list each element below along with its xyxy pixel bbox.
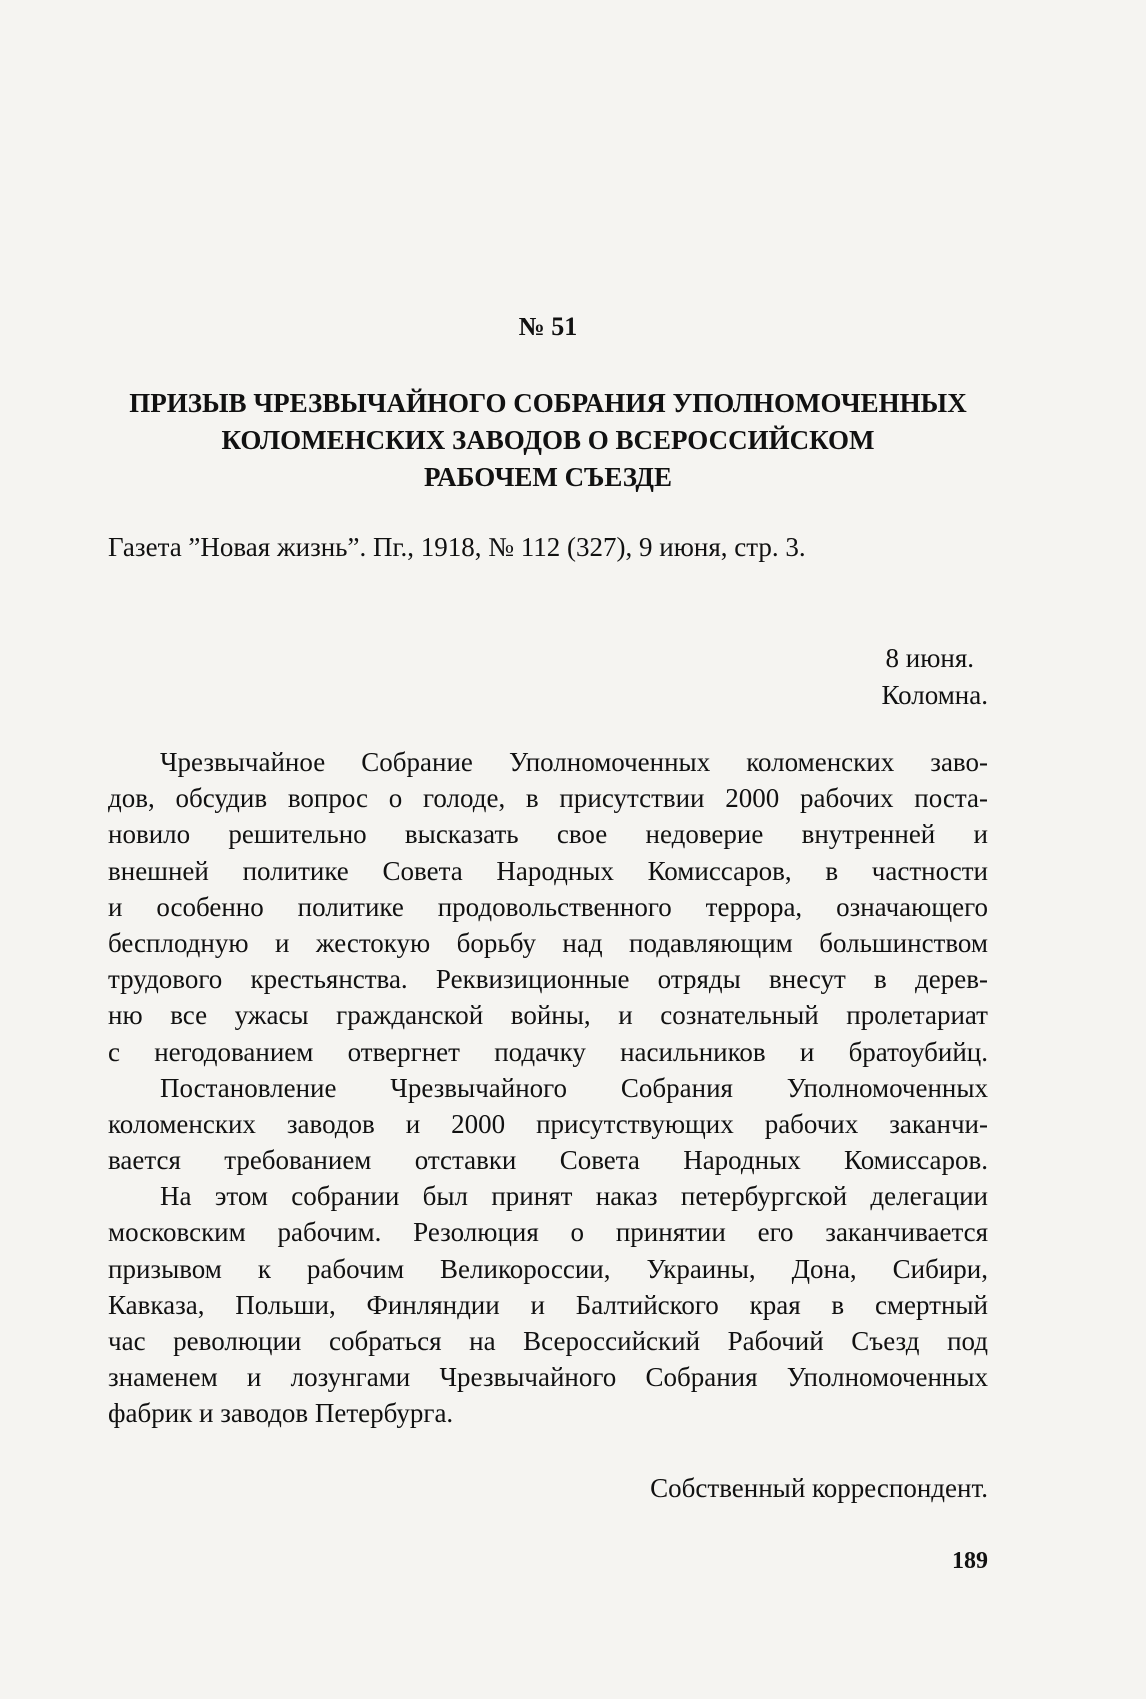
document-number: № 51	[518, 312, 578, 341]
body-line: с негодованием отвергнет подачку насильников и братоубийц.	[108, 1036, 988, 1067]
body-line: трудового крестьянства. Реквизиционные отряды внесут в дерев-	[108, 964, 988, 995]
body-line: внешней политике Совета Народных Комиссаров, в частности	[108, 855, 988, 886]
body-line: новило решительно высказать свое недоверие внутренней и	[108, 819, 988, 850]
body-line: час революции собраться на Всероссийский Рабочий Съезд под	[108, 1326, 988, 1356]
signature: Собственный корреспондент.	[650, 1473, 988, 1503]
body-line: московским рабочим. Резолюция о принятии его заканчивается	[108, 1217, 988, 1248]
body-line: бесплодную и жестокую борьбу над подавляющим большинством	[108, 927, 988, 958]
body-line: коломенских заводов и 2000 присутствующих рабочих заканчи-	[108, 1108, 988, 1139]
title-line-2: КОЛОМЕНСКИХ ЗАВОДОВ О ВСЕРОССИЙСКОМ	[221, 425, 875, 455]
document-page	[108, 0, 988, 1699]
title-line-1: ПРИЗЫВ ЧРЕЗВЫЧАЙНОГО СОБРАНИЯ УПОЛНОМОЧЕННЫХ	[129, 388, 967, 418]
body-line: Постановление Чрезвычайного Собрания Уполномоченных	[160, 1072, 988, 1103]
document-title	[108, 385, 988, 496]
body-line: вается требованием отставки Совета Народных Комиссаров.	[108, 1145, 988, 1176]
body-line: фабрик и заводов Петербурга.	[108, 1398, 454, 1429]
body-line: На этом собрании был принят наказ петербургской делегации	[160, 1181, 988, 1212]
body-line: и особенно политике продовольственного террора, означающего	[108, 891, 988, 922]
body-line: Кавказа, Польши, Финляндии и Балтийского края в смертный	[108, 1289, 988, 1320]
body-line: призывом к рабочим Великороссии, Украины, Дона, Сибири,	[108, 1253, 988, 1284]
body-line: Чрезвычайное Собрание Уполномоченных коломенских заво-	[160, 747, 988, 777]
source-citation: Газета ”Новая жизнь”. Пг., 1918, № 112 (327), 9 июня, стр. 3.	[108, 532, 806, 562]
title-line-3: РАБОЧЕМ СЪЕЗДЕ	[424, 462, 672, 492]
dateline-date: 8 июня.	[885, 643, 974, 673]
body-line: ню все ужасы гражданской войны, и сознательный пролетариат	[108, 1000, 988, 1031]
body-text	[108, 744, 988, 1432]
dateline-place: Коломна.	[881, 680, 988, 710]
page-number: 189	[952, 1548, 988, 1574]
dateline	[688, 640, 988, 714]
body-line: дов, обсудив вопрос о голоде, в присутствии 2000 рабочих поста-	[108, 783, 988, 814]
body-line: знаменем и лозунгами Чрезвычайного Собрания Уполномоченных	[108, 1362, 988, 1393]
